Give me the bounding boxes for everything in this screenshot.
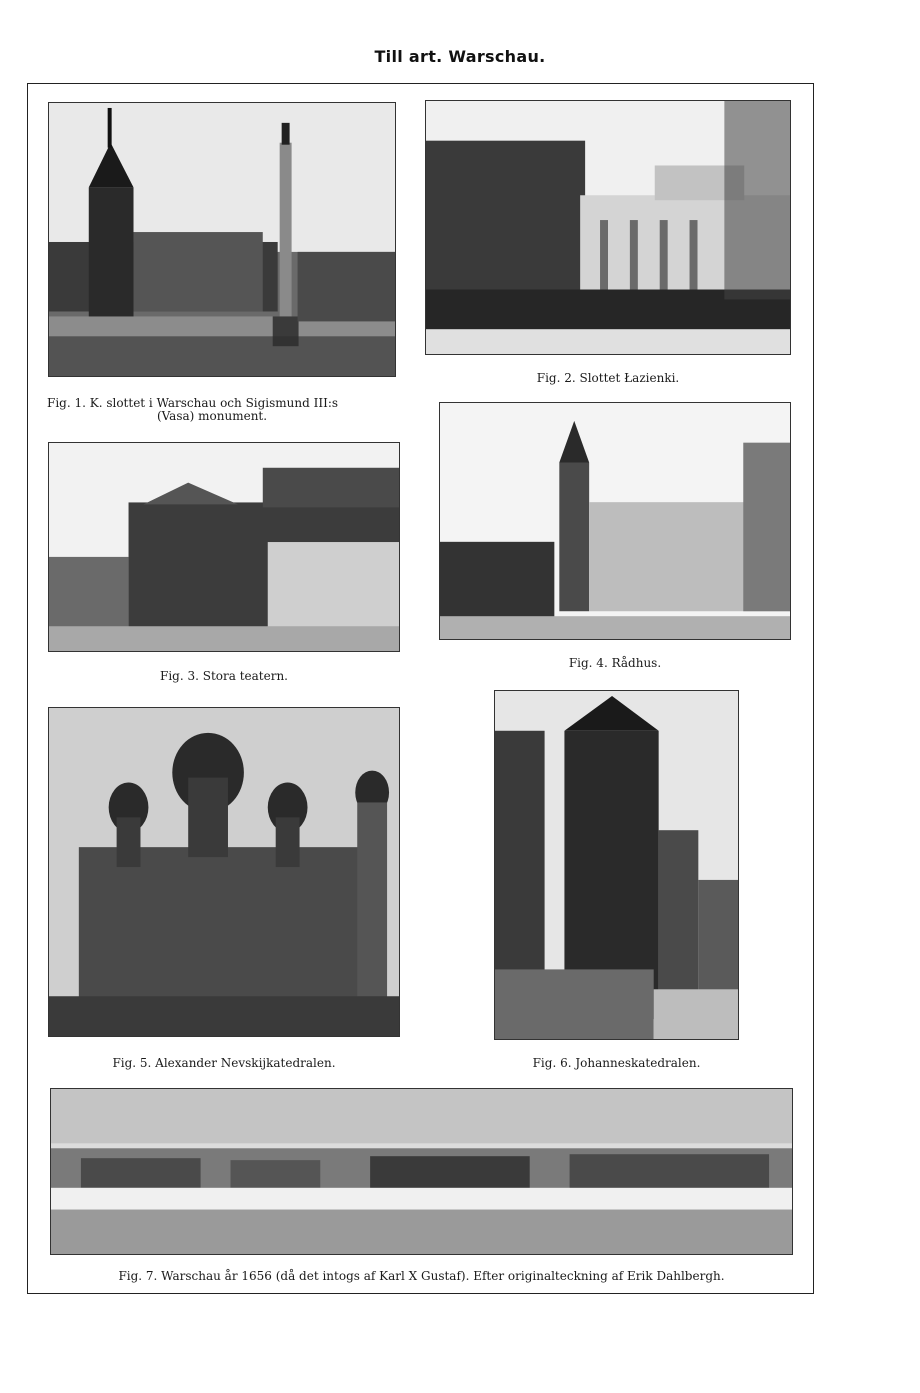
fig2-caption: Fig. 2. Slottet Łazienki.	[536, 371, 680, 385]
fig1-photo	[48, 102, 396, 377]
fig3-photo	[48, 442, 400, 652]
fig6-caption: Fig. 6. Johanneskatedralen.	[532, 1056, 701, 1070]
fig1-caption-line2: (Vasa) monument.	[156, 409, 268, 423]
fig2-photo	[425, 100, 791, 355]
fig4-caption: Fig. 4. Rådhus.	[568, 656, 662, 670]
fig1-caption-line1: Fig. 1. K. slottet i Warschau och Sigismund III:s	[47, 396, 339, 410]
fig7-caption: Fig. 7. Warschau år 1656 (då det intogs af Karl X Gustaf). Efter originalteckning af Erik Dahlbergh.	[118, 1269, 725, 1283]
fig5-caption: Fig. 5. Alexander Nevskijkatedralen.	[112, 1056, 336, 1070]
fig3-caption: Fig. 3. Stora teatern.	[160, 669, 288, 683]
fig4-photo	[439, 402, 791, 640]
fig7-engraving	[50, 1088, 793, 1255]
fig5-photo	[48, 707, 400, 1037]
page-title: Till art. Warschau.	[374, 47, 546, 66]
fig6-photo	[494, 690, 739, 1040]
fig1-caption	[47, 397, 377, 423]
